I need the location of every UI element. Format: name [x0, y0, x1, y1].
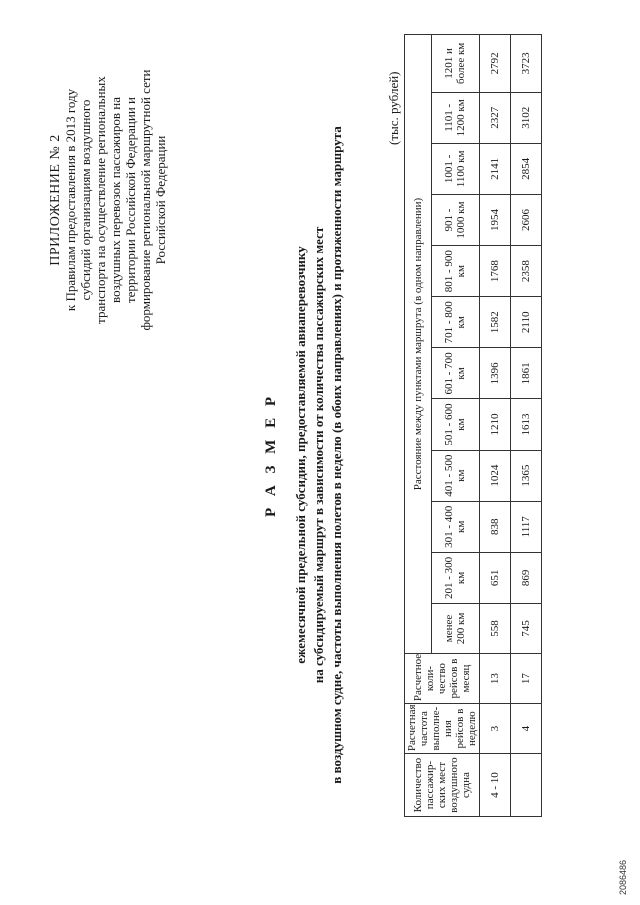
- weekly-cell: 4: [511, 704, 542, 754]
- distance-col: 301 - 400 км: [431, 501, 479, 552]
- distance-col: 901 - 1000 км: [431, 194, 479, 245]
- distance-col: 601 - 700 км: [431, 348, 479, 399]
- value-cell: 2327: [480, 92, 511, 143]
- appendix-line: к Правилам предоставления в 2013 году: [63, 88, 78, 312]
- document-title: [262, 45, 346, 865]
- value-cell: 1365: [511, 450, 542, 501]
- value-cell: 2110: [511, 297, 542, 348]
- distance-col: 1101 - 1200 км: [431, 92, 479, 143]
- distance-col: 1001 - 1100 км: [431, 143, 479, 194]
- appendix-line: Российской Федерации: [153, 135, 168, 265]
- distance-col: менее 200 км: [431, 603, 479, 653]
- distance-col: 701 - 800 км: [431, 297, 479, 348]
- subsidy-table: [404, 34, 542, 817]
- value-cell: 838: [480, 501, 511, 552]
- value-cell: 1582: [480, 297, 511, 348]
- value-cell: 1117: [511, 501, 542, 552]
- appendix-line: субсидий организациям воздушного: [78, 99, 93, 301]
- value-cell: 2854: [511, 143, 542, 194]
- value-cell: 1396: [480, 348, 511, 399]
- seats-cell: 4 - 10: [480, 754, 511, 817]
- distance-col: 401 - 500 км: [431, 450, 479, 501]
- value-cell: 3102: [511, 92, 542, 143]
- value-cell: 651: [480, 552, 511, 603]
- value-cell: 2141: [480, 143, 511, 194]
- monthly-header: Расчетное коли-чество рейсов в месяц: [405, 654, 480, 704]
- weekly-header: Расчетная частота выполне-ния рейсов в неделю: [405, 704, 480, 754]
- table-row: [511, 35, 542, 817]
- value-cell: 869: [511, 552, 542, 603]
- value-cell: 745: [511, 603, 542, 653]
- appendix-block: [48, 50, 168, 350]
- value-cell: 2358: [511, 246, 542, 297]
- monthly-cell: 13: [480, 654, 511, 704]
- title-line: ежемесячной предельной субсидии, предоставляемой авиаперевозчику: [293, 246, 308, 664]
- value-cell: 1954: [480, 194, 511, 245]
- value-cell: 1024: [480, 450, 511, 501]
- value-cell: 1210: [480, 399, 511, 450]
- seats-cell: [511, 754, 542, 817]
- value-cell: 3723: [511, 35, 542, 93]
- title-heading: Р А З М Е Р: [263, 393, 279, 517]
- value-cell: 2792: [480, 35, 511, 93]
- appendix-line: воздушных перевозок пассажиров на: [108, 97, 123, 303]
- appendix-title: ПРИЛОЖЕНИЕ № 2: [48, 134, 63, 266]
- value-cell: 1613: [511, 399, 542, 450]
- distance-col: 801 - 900 км: [431, 246, 479, 297]
- appendix-line: территории Российской Федерации и: [123, 97, 138, 304]
- value-cell: 1768: [480, 246, 511, 297]
- appendix-line: формирование региональной маршрутной сети: [138, 69, 153, 331]
- distance-col: 201 - 300 км: [431, 552, 479, 603]
- value-cell: 2606: [511, 194, 542, 245]
- distance-col: 501 - 600 км: [431, 399, 479, 450]
- document-id: 2086486: [618, 859, 628, 895]
- distance-header: Расстояние между пунктами маршрута (в одном направлении): [405, 35, 432, 654]
- appendix-line: транспорта на осуществление региональных: [93, 76, 108, 324]
- title-line: в воздушном судне, частоты выполнения полетов в неделю (в обоих направлениях) и протяженности маршрута: [329, 126, 344, 784]
- unit-note: (тыс. рублей): [386, 71, 401, 145]
- title-line: на субсидируемый маршрут в зависимости от количества пассажирских мест: [311, 226, 326, 684]
- table-row: [480, 35, 511, 817]
- value-cell: 558: [480, 603, 511, 653]
- header-row: [405, 35, 432, 817]
- weekly-cell: 3: [480, 704, 511, 754]
- value-cell: 1861: [511, 348, 542, 399]
- distance-col: 1201 и более км: [431, 35, 479, 93]
- seats-header: Количество пассажир-ских мест воздушного судна: [405, 754, 480, 817]
- monthly-cell: 17: [511, 654, 542, 704]
